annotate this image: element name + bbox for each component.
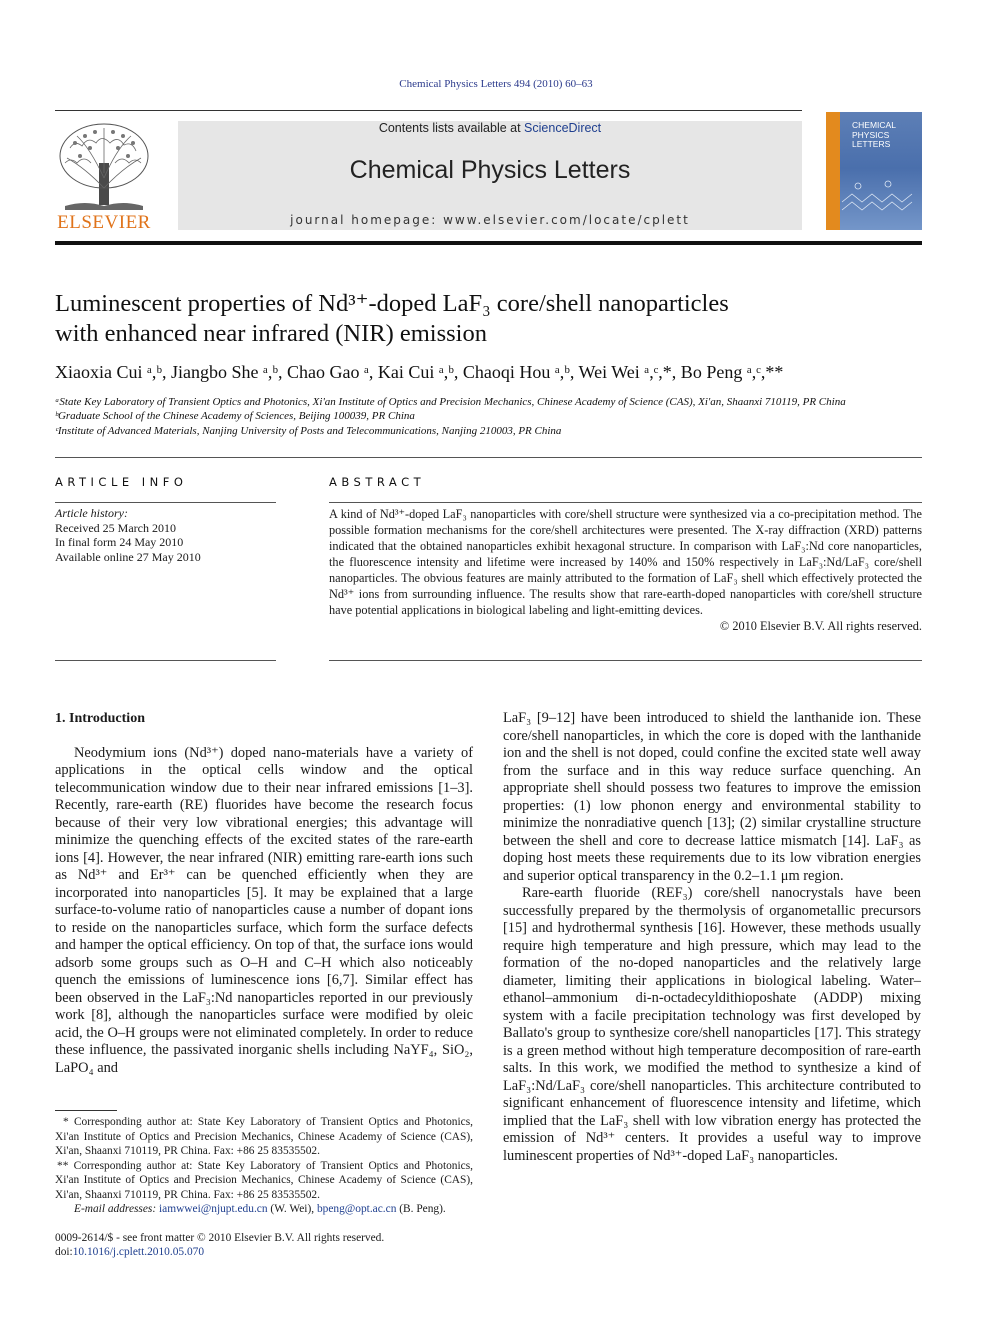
header-rule-bottom [55,241,922,245]
body-right-column [503,710,921,1165]
doi-label: doi: [55,1246,73,1258]
history-received: Received 25 March 2010 [55,520,176,535]
cover-title [852,121,896,150]
intro-paragraph-3: Rare-earth fluoride (REF₃) core/shell nanocrystals have been successfully prepared by the thermolysis of organometallic precursors [15] and hydrothermal synthesis [16]. However, these methods usually require high temperature and high pressure, which may lead to the formation of the no-doped nanoparticles and the relatively large diameter, limiting their applications in biological labeling. Water–ethanol–ammonium di-n-octadecyldithioposhate (ADDP) mixing system with a facile precipitation technology was first developed by Ballato's group to synthesize core/shell nanoparticles [17]. This strategy is a green method without high temperature decomposition of rare-earth salts. In this work, we modified the method to synthesize a kind of LaF₃:Nd/LaF₃ core/shell nanoparticles. This architecture contributed to significant enhancement of fluorescence intensity and lifetime, which implied that the LaF₃ shell with low vibration energy has protected the emission of Nd³⁺ centers. It provides a useful way to improve luminescent properties of Nd³⁺-doped LaF₃ nanoparticles. [503,885,921,1164]
body-left-column [55,710,473,1077]
issn-line: 0009-2614/$ - see front matter © 2010 Elsevier B.V. All rights reserved. [55,1232,385,1244]
journal-cover-thumbnail[interactable] [826,112,922,230]
elsevier-logo [55,118,153,233]
history-label: Article history: [55,506,128,520]
affiliation-a: ᵃState Key Laboratory of Transient Optics and Photonics, Xi'an Institute of Optics and Precision Mechanics, Chinese Academy of Science (CAS), Xi'an, Shaanxi 710119, PR China [55,396,846,408]
article-info-rule [55,502,276,503]
journal-title: Chemical Physics Letters [349,156,631,184]
cover-art-icon [838,172,918,220]
history-final-form: In final form 24 May 2010 [55,535,184,550]
journal-homepage[interactable]: journal homepage: www.elsevier.com/locate/cplett [290,213,690,227]
email-owner-wei: (W. Wei), [267,1203,317,1215]
article-title-line1: Luminescent properties of Nd³⁺-doped LaF₃ core/shell nanoparticles [55,290,729,317]
abstract-rule [329,502,922,503]
doi-link[interactable]: 10.1016/j.cplett.2010.05.070 [72,1246,205,1258]
abstract-heading: ABSTRACT [329,475,426,489]
contents-line [178,121,802,135]
article-history [55,506,276,564]
section-heading-introduction: 1. Introduction [55,711,145,726]
abstract-text: A kind of Nd³⁺-doped LaF₃ nanoparticles with core/shell structure were synthesized via a co-precipitation method. The possible formation mechanisms for the core/shell architectures were presented. The X-ray diffraction (XRD) patterns indicated that the obtained nanoparticles exhibit hexagonal structure. In comparison with LaF₃:Nd core nanoparticles, the fluorescence intensity and lifetime were increased by 140% and 150% respectively in LaF₃:Nd/LaF₃ core/shell nanoparticles. The obvious features are mainly attributed to the formation of LaF₃ shell which effectively protected the Nd³⁺ ions from surrounding influence. The results show that rare-earth-doped nanoparticles with core/shell structure have potential applications in biological labeling and light-emitting devices. [329,507,922,617]
elsevier-wordmark: ELSEVIER [57,212,151,233]
footnote-rule [55,1110,117,1111]
footnote-emails [55,1202,473,1217]
affiliation-separator [55,457,922,458]
history-online: Available online 27 May 2010 [55,549,201,564]
header-rule-top [55,110,802,111]
email-link-wei[interactable]: iamwwei@njupt.edu.cn [159,1203,268,1215]
footnote-corresponding-2: ** Corresponding author at: State Key Laboratory of Transient Optics and Photonics, Xi'an Institute of Optics and Precision Mechanics, Chinese Academy of Science (CAS), Xi'an, Shaanxi 710119, PR China. Fax: +86 25 83535502. [55,1159,473,1201]
sciencedirect-link[interactable]: ScienceDirect [524,121,602,135]
article-info-rule-bottom [55,660,276,661]
abstract-rule-bottom [329,660,922,661]
affiliation-b: ᵇGraduate School of the Chinese Academy of Sciences, Beijing 100039, PR China [55,410,415,422]
contents-prefix: Contents lists available at [378,121,525,135]
intro-paragraph-2: LaF₃ [9–12] have been introduced to shield the lanthanide ion. These core/shell nanoparticles, in which the core is doped with the lanthanide ion and the shell is not doped, could confine the excited state well away from the surface and in this way reduce surface quenching. An appropriate shell should possess two features to improve the emission properties: (1) low phonon energy and environmental stability to minimize the nonradiative quench [13]; (2) similar crystalline structure between the shell and core to decrease lattice mismatch [14]. LaF₃ as doping host meets these requirements due to its low vibration energies and superior optical transparency in the 0.2–1.1 μm region. [503,710,921,884]
email-link-peng[interactable]: bpeng@opt.ac.cn [316,1203,397,1215]
author-list: Xiaoxia Cui ᵃ,ᵇ, Jiangbo She ᵃ,ᵇ, Chao Gao ᵃ, Kai Cui ᵃ,ᵇ, Chaoqi Hou ᵃ,ᵇ, Wei Wei ᵃ,ᶜ,*, Bo Peng ᵃ,ᶜ,** [55,362,784,382]
email-owner-peng: (B. Peng). [396,1203,446,1215]
footnote-corresponding-1: * Corresponding author at: State Key Laboratory of Transient Optics and Photonics, Xi'an Institute of Optics and Precision Mechanics, Chinese Academy of Science (CAS), Xi'an, Shaanxi 710119, PR China. Fax: +86 25 83535502. [55,1116,473,1157]
abstract-copyright: © 2010 Elsevier B.V. All rights reserved. [719,619,922,633]
cover-title-line: PHYSICS [852,129,890,140]
article-title-line2: with enhanced near infrared (NIR) emission [55,320,487,347]
cover-title-line: LETTERS [852,139,891,149]
footnotes [55,1115,473,1217]
affiliation-c: ᶜInstitute of Advanced Materials, Nanjing University of Posts and Telecommunications, Nanjing 210003, PR China [55,425,562,437]
doi-line [55,1246,204,1258]
email-label: E-mail addresses: [74,1203,159,1215]
abstract-body [329,506,922,634]
article-title [55,289,915,349]
cover-title-line: CHEMICAL [852,120,896,130]
intro-paragraph-1: Neodymium ions (Nd³⁺) doped nano-materials have a variety of applications in the optical cells window and the optical telecommunication window due to their near infrared emissions [1–3]. Recently, rare-earth (RE) fluorides have become the research focus because of their very low vibrational energies; this advantage will minimize the quenching effects of the excited states of the rare-earth ions [4]. However, the near infrared (NIR) emitting rare-earth ions such as Nd³⁺ and Er³⁺ can be quenched efficiently when they are incorporated into nanoparticles [5]. It may be explained that a large surface-to-volume ratio of nanoparticles cause a number of dopant ions to reside on the nanoparticles surface, which form the surface defects and hamper the optical efficiency. On top of that, the surface ions would adsorb some groups such as O–H and C–H which also noticeably quench the emissions of luminescence ions [6,7]. Similar effect has been observed in the LaF₃:Nd nanoparticles reported in our previously work [8], although the nanoparticles surface were modified by oleic acid, the O–H groups were not eliminated completely. In order to reduce these influence, the passivated inorganic shells including NaYF₄, SiO₂, LaPO₄ and [55,744,473,1076]
article-info-heading: ARTICLE INFO [55,475,188,489]
journal-citation[interactable]: Chemical Physics Letters 494 (2010) 60–63 [399,78,593,90]
